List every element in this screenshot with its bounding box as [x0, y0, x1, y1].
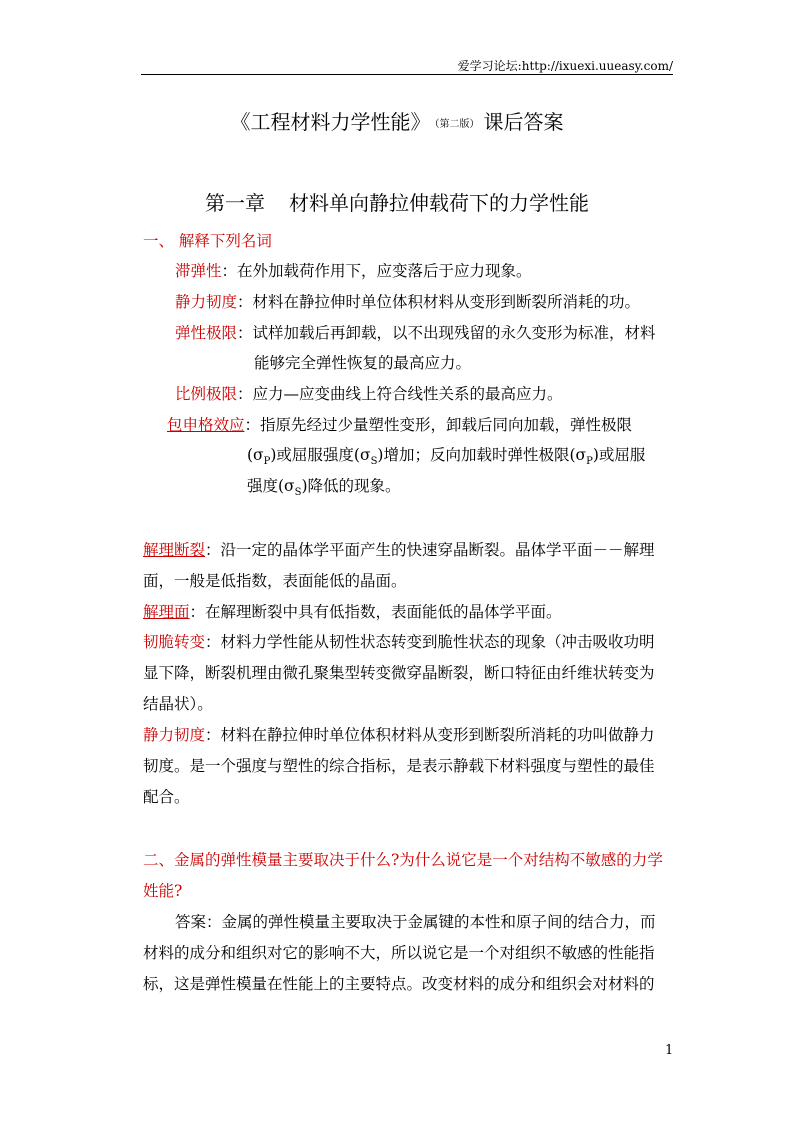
term-definition: ：材料在静拉伸时单位体积材料从变形到断裂所消耗的功叫做静力 [205, 726, 655, 744]
term-definition: ：试样加载后再卸载，以不出现残留的永久变形为标准，材料 [237, 324, 656, 342]
term-definition: ：材料力学性能从韧性状态转变到脆性状态的现象（冲击吸收功明 [205, 633, 655, 651]
term-name: 静力韧度 [143, 726, 206, 744]
chapter-number: 第一章 [205, 191, 265, 215]
page-number: 1 [665, 1043, 674, 1058]
document-title [0, 106, 794, 135]
term-definition-cont: 能够完全弹性恢复的最高应力。 [254, 354, 472, 372]
term-row [143, 723, 655, 745]
term-definition-cont: 结晶状）。 [143, 695, 213, 713]
term-definition-cont: 显下降，断裂机理由微孔聚集型转变微穿晶断裂，断口特征由纤维状转变为 [143, 664, 655, 682]
term-definition: ：沿一定的晶体学平面产生的快速穿晶断裂。晶体学平面－－解理 [205, 541, 655, 559]
term-row [175, 321, 656, 343]
answer-text: 标，这是弹性模量在性能上的主要特点。改变材料的成分和组织会对材料的 [143, 975, 655, 993]
header-divider [141, 74, 673, 75]
answer-text: 答案：金属的弹性模量主要取决于金属键的本性和原子间的结合力，而 [175, 913, 656, 931]
term-name: 韧脆转变 [143, 633, 206, 651]
question-heading-cont: 姓能? [143, 882, 183, 900]
term-name: 静力韧度 [175, 293, 238, 311]
title-suffix: 课后答案 [483, 110, 564, 134]
term-row [175, 382, 563, 404]
term-row [175, 290, 640, 312]
term-definition: ：在外加载荷作用下，应变落后于应力现象。 [221, 262, 532, 280]
term-name: 解理面 [143, 603, 190, 621]
term-definition-cont: 强度$(\sigma_S)$降低的现象。 [247, 477, 401, 499]
term-definition-cont: $(\sigma_P)$或屈服强度$(\sigma_S)$增加；反向加载时弹性极限$(\sigma_P)$或屈服 [247, 446, 646, 468]
chapter-heading [0, 187, 794, 216]
question-heading: 二、金属的弹性模量主要取决于什么?为什么说它是一个对结构不敏感的力学 [143, 851, 663, 869]
term-definition-cont: 韧度。是一个强度与塑性的综合指标，是表示静载下材料强度与塑性的最佳 [143, 757, 655, 775]
term-definition: ：材料在静拉伸时单位体积材料从变形到断裂所消耗的功。 [237, 293, 641, 311]
term-row [167, 413, 632, 435]
term-name: 滞弹性 [175, 262, 222, 280]
term-row [143, 600, 562, 622]
term-row [175, 259, 532, 281]
term-name: 弹性极限 [175, 324, 238, 342]
section1-heading: 一、 解释下列名词 [143, 232, 272, 250]
term-name: 比例极限 [175, 385, 238, 403]
term-name: 解理断裂 [143, 541, 206, 559]
title-edition: （第二版） [434, 119, 480, 130]
term-definition: ：在解理断裂中具有低指数，表面能低的晶体学平面。 [189, 603, 562, 621]
term-definition: ：指原先经过少量塑性变形，卸载后同向加载，弹性极限 [244, 416, 633, 434]
term-row [143, 538, 655, 560]
header-site: 爱学习论坛:http://ixuexi.uueasy.com/ [457, 59, 673, 73]
title-main: 《工程材料力学性能》 [230, 110, 431, 134]
answer-text: 材料的成分和组织对它的影响不大，所以说它是一个对组织不敏感的性能指 [143, 944, 655, 962]
term-row [143, 630, 655, 652]
term-name: 包申格效应 [167, 416, 245, 434]
term-definition: ：应力—应变曲线上符合线性关系的最高应力。 [237, 385, 563, 403]
term-definition-cont: 面，一般是低指数，表面能低的晶面。 [143, 572, 407, 590]
chapter-name: 材料单向静拉伸载荷下的力学性能 [289, 191, 589, 215]
term-definition-cont: 配合。 [143, 788, 190, 806]
